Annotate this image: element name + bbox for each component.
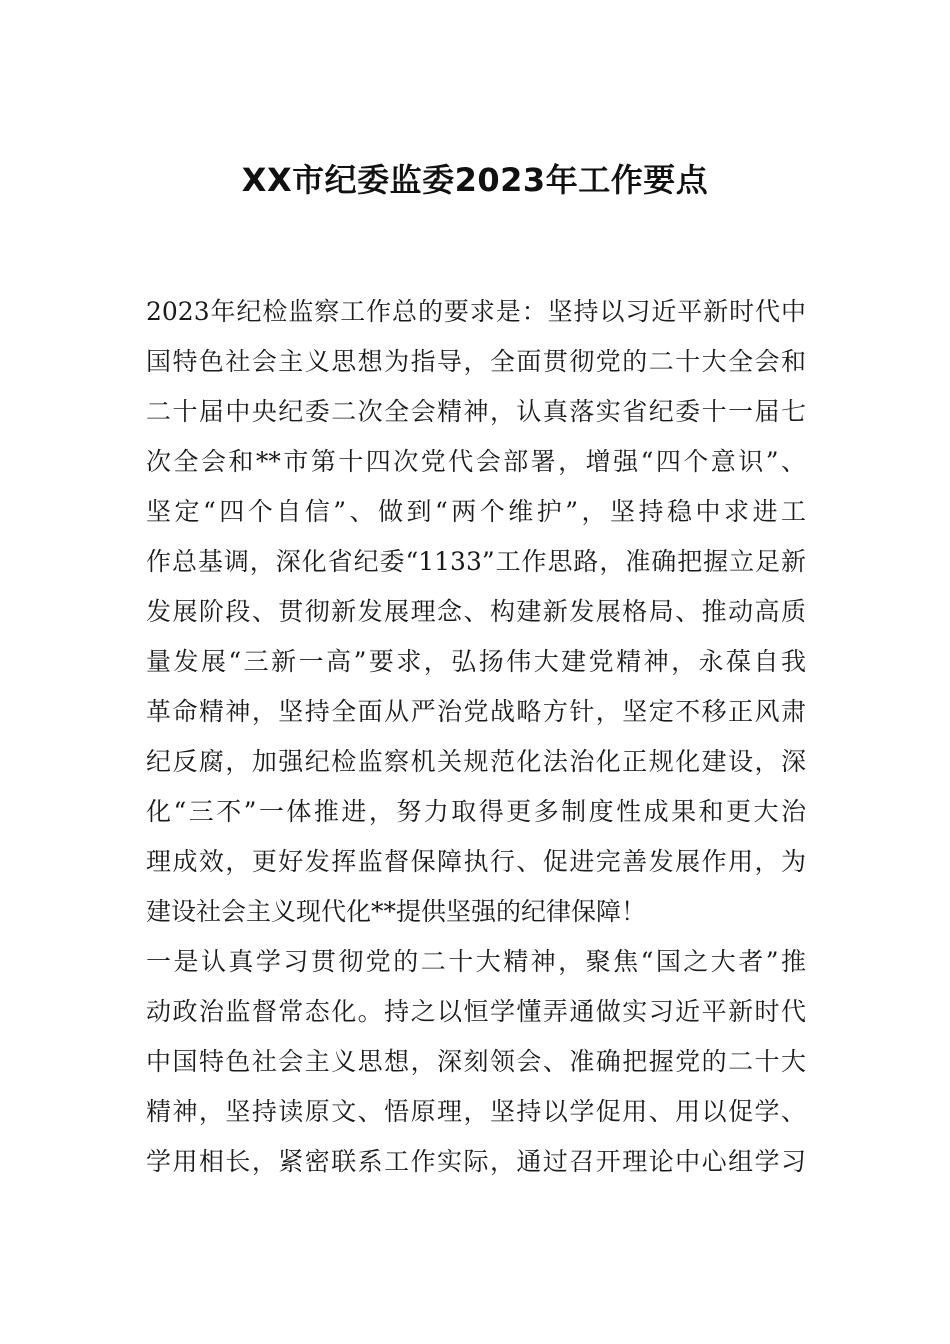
paragraph-requirements [146, 287, 806, 937]
document-title: XX市纪委监委2023年工作要点 [241, 161, 709, 199]
paragraph-line: 量发展“三新一高”要求，弘扬伟大建党精神，永葆自我 [146, 647, 806, 676]
paragraph-line: 中国特色社会主义思想，深刻领会、准确把握党的二十大 [146, 1047, 806, 1076]
paragraph-line: 建设社会主义现代化**提供坚强的纪律保障！ [146, 897, 647, 926]
paragraph-line: 一是认真学习贯彻党的二十大精神，聚焦“国之大者”推 [146, 947, 806, 976]
paragraph-line: 学用相长，紧密联系工作实际，通过召开理论中心组学习 [146, 1147, 806, 1176]
paragraph-line: 动政治监督常态化。持之以恒学懂弄通做实习近平新时代 [146, 997, 806, 1026]
paragraph-line: 坚定“四个自信”、做到“两个维护”，坚持稳中求进工 [146, 497, 806, 526]
paragraph-line: 精神，坚持读原文、悟原理，坚持以学促用、用以促学、 [146, 1097, 806, 1126]
document-body [146, 287, 806, 1187]
paragraph-line: 2023年纪检监察工作总的要求是：坚持以习近平新时代中 [146, 297, 806, 326]
paragraph-line: 国特色社会主义思想为指导，全面贯彻党的二十大全会和 [146, 347, 806, 376]
paragraph-line: 化“三不”一体推进，努力取得更多制度性成果和更大治 [146, 797, 806, 826]
paragraph-line: 革命精神，坚持全面从严治党战略方针，坚定不移正风肃 [146, 697, 806, 726]
paragraph-line: 纪反腐，加强纪检监察机关规范化法治化正规化建设，深 [146, 747, 806, 776]
paragraph-line: 二十届中央纪委二次全会精神，认真落实省纪委十一届七 [146, 397, 806, 426]
paragraph-line: 作总基调，深化省纪委“1133”工作思路，准确把握立足新 [146, 547, 806, 576]
paragraph-line: 理成效，更好发挥监督保障执行、促进完善发展作用，为 [146, 847, 806, 876]
paragraph-line: 次全会和**市第十四次党代会部署，增强“四个意识”、 [146, 447, 806, 476]
paragraph-point-one [146, 937, 806, 1187]
paragraph-line: 发展阶段、贯彻新发展理念、构建新发展格局、推动高质 [146, 597, 806, 626]
